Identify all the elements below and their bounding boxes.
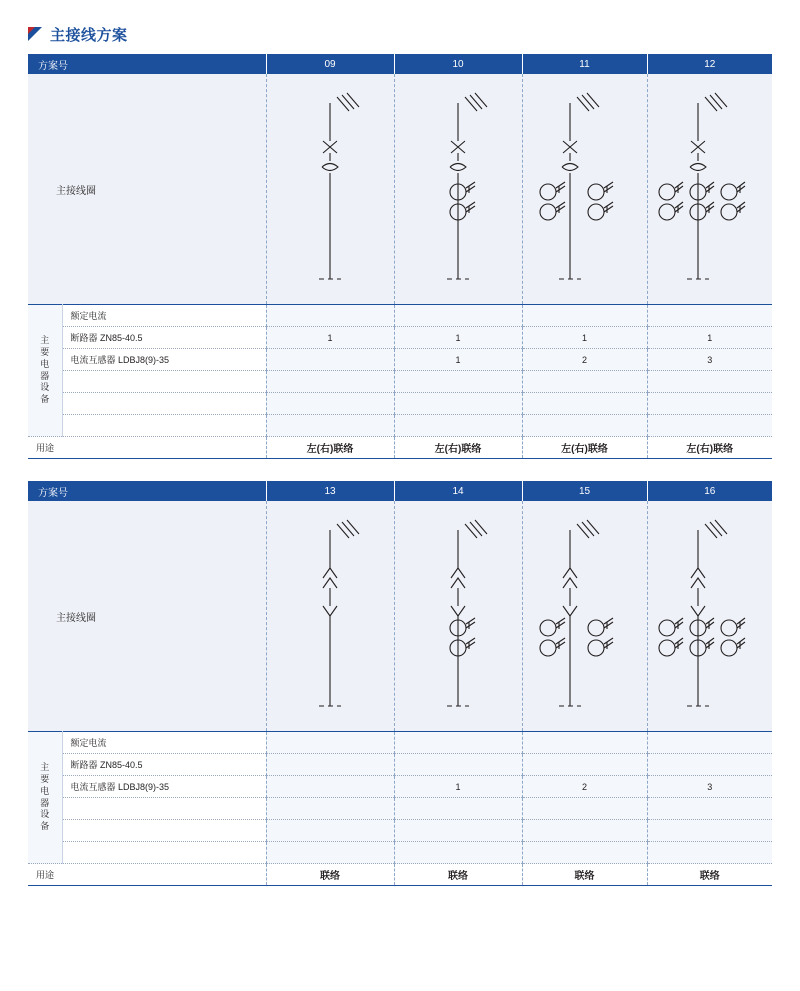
diagram-row-label: 主接线圈 (28, 74, 266, 305)
spec-value: 1 (394, 349, 522, 371)
spec-value (394, 305, 522, 327)
spec-value (266, 820, 394, 842)
spec-name (62, 798, 266, 820)
spec-value (394, 754, 522, 776)
page-title: 主接线方案 (50, 26, 128, 44)
header-col-12: 12 (647, 54, 772, 74)
spec-name: 断路器 ZN85-40.5 (62, 754, 266, 776)
spec-value (266, 371, 394, 393)
single-line-diagram-15 (526, 516, 644, 716)
spec-value (647, 798, 772, 820)
spec-value (647, 754, 772, 776)
usage-label: 用途 (28, 437, 266, 459)
usage-label: 用途 (28, 864, 266, 886)
spec-value (394, 371, 522, 393)
single-line-diagram-16 (651, 516, 769, 716)
spec-name: 额定电流 (62, 305, 266, 327)
side-label-char: 要 (40, 346, 50, 357)
equipment-side-label (28, 732, 62, 864)
spec-value (522, 371, 647, 393)
side-label-char: 电 (40, 785, 50, 796)
diagram-cell-09 (266, 74, 394, 305)
usage-row (28, 864, 772, 886)
spec-value (266, 732, 394, 754)
spec-value: 1 (266, 327, 394, 349)
side-label-char: 备 (40, 394, 50, 405)
spec-row (28, 820, 772, 842)
spec-value (266, 776, 394, 798)
spec-name (62, 415, 266, 437)
side-label-char: 要 (40, 773, 50, 784)
side-label-char: 器 (40, 370, 50, 381)
spec-value (647, 842, 772, 864)
usage-value: 左(右)联络 (522, 437, 647, 459)
spec-value: 1 (647, 327, 772, 349)
spec-value (522, 820, 647, 842)
diagram-row (28, 74, 772, 305)
spec-row (28, 349, 772, 371)
equipment-side-label (28, 305, 62, 437)
spec-row (28, 842, 772, 864)
header-col-13: 13 (266, 481, 394, 501)
scheme-table-1 (28, 54, 772, 459)
diagram-cell-10 (394, 74, 522, 305)
spec-value (394, 393, 522, 415)
single-line-diagram-14 (403, 516, 513, 716)
side-label-char: 主 (40, 761, 50, 772)
spec-value (647, 732, 772, 754)
spec-name: 电流互感器 LDBJ8(9)-35 (62, 776, 266, 798)
spec-value (522, 842, 647, 864)
diagram-row (28, 501, 772, 732)
heading-marker-icon (28, 27, 42, 41)
spec-value (522, 305, 647, 327)
usage-value: 联络 (522, 864, 647, 886)
spec-name (62, 842, 266, 864)
spec-value (266, 393, 394, 415)
single-line-diagram-11 (526, 89, 644, 289)
header-scheme-label: 方案号 (28, 54, 266, 74)
spec-row (28, 776, 772, 798)
scheme-block-2 (28, 481, 772, 886)
spec-name: 电流互感器 LDBJ8(9)-35 (62, 349, 266, 371)
diagram-cell-14 (394, 501, 522, 732)
page-heading (28, 0, 772, 54)
spec-value (266, 349, 394, 371)
header-col-14: 14 (394, 481, 522, 501)
diagram-cell-12 (647, 74, 772, 305)
spec-value (266, 798, 394, 820)
spec-row (28, 732, 772, 754)
spec-value (266, 754, 394, 776)
scheme-table-2 (28, 481, 772, 886)
spec-value (647, 305, 772, 327)
spec-value: 2 (522, 776, 647, 798)
side-label-char: 电 (40, 358, 50, 369)
single-line-diagram-13 (275, 516, 385, 716)
spec-value (394, 415, 522, 437)
spec-row (28, 754, 772, 776)
spec-value: 3 (647, 349, 772, 371)
usage-value: 联络 (647, 864, 772, 886)
usage-value: 联络 (266, 864, 394, 886)
spec-value (266, 415, 394, 437)
spec-value (647, 371, 772, 393)
spec-name (62, 371, 266, 393)
spec-value (522, 732, 647, 754)
header-col-11: 11 (522, 54, 647, 74)
spec-value (647, 415, 772, 437)
header-col-10: 10 (394, 54, 522, 74)
spec-value (522, 415, 647, 437)
spec-value (394, 842, 522, 864)
spec-value: 1 (522, 327, 647, 349)
diagram-cell-11 (522, 74, 647, 305)
diagram-cell-16 (647, 501, 772, 732)
spec-name: 额定电流 (62, 732, 266, 754)
spec-value: 3 (647, 776, 772, 798)
spec-value (522, 393, 647, 415)
spec-value: 2 (522, 349, 647, 371)
spec-row (28, 393, 772, 415)
table-header-row (28, 54, 772, 74)
header-scheme-label: 方案号 (28, 481, 266, 501)
single-line-diagram-10 (403, 89, 513, 289)
usage-value: 左(右)联络 (647, 437, 772, 459)
spec-row (28, 415, 772, 437)
side-label-char: 备 (40, 821, 50, 832)
diagram-cell-15 (522, 501, 647, 732)
usage-value: 左(右)联络 (266, 437, 394, 459)
table-header-row (28, 481, 772, 501)
diagram-row-label: 主接线圈 (28, 501, 266, 732)
single-line-diagram-09 (275, 89, 385, 289)
spec-value (647, 820, 772, 842)
spec-value (522, 798, 647, 820)
spec-value (266, 305, 394, 327)
spec-name (62, 393, 266, 415)
scheme-block-1 (28, 54, 772, 459)
diagram-cell-13 (266, 501, 394, 732)
header-col-09: 09 (266, 54, 394, 74)
spec-value: 1 (394, 776, 522, 798)
side-label-char: 设 (40, 809, 50, 820)
spec-value (266, 842, 394, 864)
spec-value (522, 754, 647, 776)
single-line-diagram-12 (651, 89, 769, 289)
spec-value (394, 820, 522, 842)
usage-value: 联络 (394, 864, 522, 886)
spec-value (647, 393, 772, 415)
side-label-char: 器 (40, 797, 50, 808)
spec-row (28, 371, 772, 393)
spec-row (28, 305, 772, 327)
side-label-char: 主 (40, 334, 50, 345)
header-col-15: 15 (522, 481, 647, 501)
spec-name: 断路器 ZN85-40.5 (62, 327, 266, 349)
header-col-16: 16 (647, 481, 772, 501)
spec-row (28, 327, 772, 349)
side-label-char: 设 (40, 382, 50, 393)
spec-value (394, 732, 522, 754)
usage-value: 左(右)联络 (394, 437, 522, 459)
spec-value: 1 (394, 327, 522, 349)
spec-value (394, 798, 522, 820)
spec-name (62, 820, 266, 842)
spec-row (28, 798, 772, 820)
usage-row (28, 437, 772, 459)
